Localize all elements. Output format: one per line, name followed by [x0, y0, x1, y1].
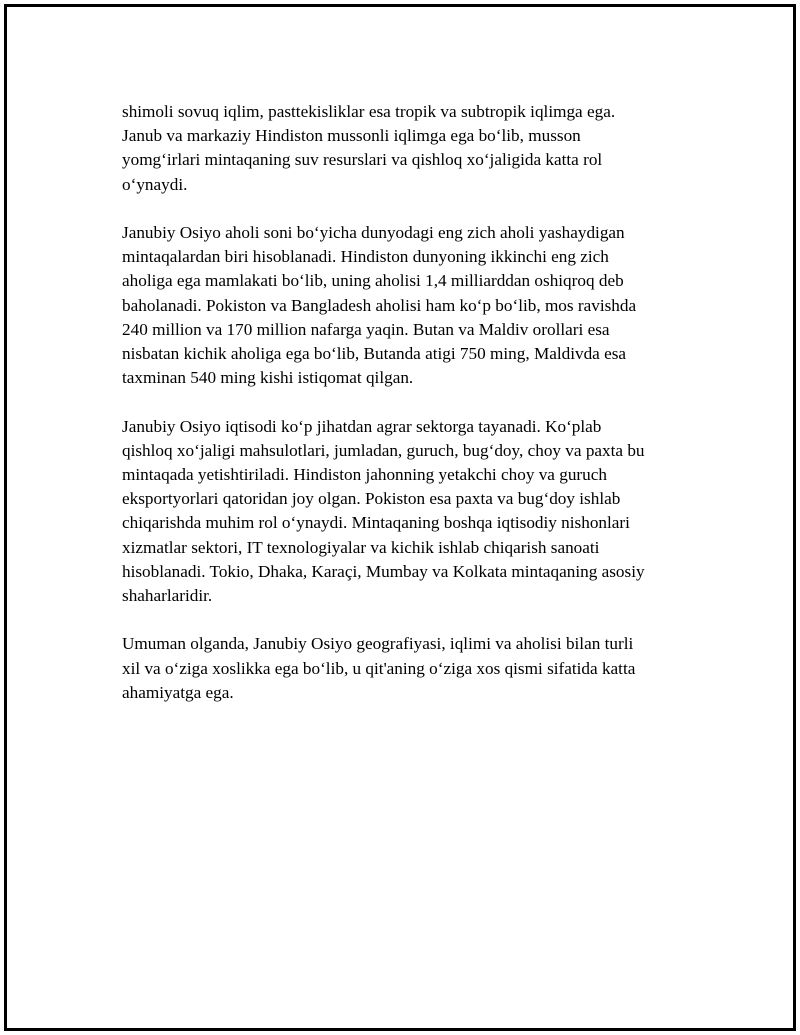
text-line: Umuman olganda, Janubiy Osiyo geografiyasi, iqlimi va aholisi bilan turli [122, 634, 634, 654]
paragraph-climate [122, 100, 697, 197]
text-line: Janubiy Osiyo iqtisodi ko‘p jihatdan agrar sektorga tayanadi. Ko‘plab [122, 416, 602, 436]
text-line: 240 million va 170 million nafarga yaqin. Butan va Maldiv orollari esa [122, 319, 610, 339]
text-line: o‘ynaydi. [122, 174, 188, 194]
page-frame [4, 4, 796, 1031]
text-line: ahamiyatga ega. [122, 682, 234, 702]
text-line: mintaqalardan biri hisoblanadi. Hindiston dunyoning ikkinchi eng zich [122, 247, 609, 267]
text-line: hisoblanadi. Tokio, Dhaka, Karaçi, Mumbay va Kolkata mintaqaning asosiy [122, 561, 645, 581]
text-line: taxminan 540 ming kishi istiqomat qilgan. [122, 368, 414, 388]
paragraph-conclusion [122, 632, 697, 705]
text-line: Janub va markaziy Hindiston mussonli iqlimga ega bo‘lib, musson [122, 126, 581, 146]
text-line: mintaqada yetishtiriladi. Hindiston jahonning yetakchi choy va guruch [122, 465, 607, 485]
text-line: shaharlaridir. [122, 586, 213, 606]
paragraph-economy [122, 415, 697, 609]
text-line: nisbatan kichik aholiga ega bo‘lib, Butanda atigi 750 ming, Maldivda esa [122, 344, 627, 364]
text-line: aholiga ega mamlakati bo‘lib, uning aholisi 1,4 milliarddan oshiqroq deb [122, 271, 624, 291]
text-line: xizmatlar sektori, IT texnologiyalar va kichik ishlab chiqarish sanoati [122, 537, 600, 557]
text-line: yomg‘irlari mintaqaning suv resurslari va qishloq xo‘jaligida katta rol [122, 150, 603, 170]
text-line: shimoli sovuq iqlim, pasttekisliklar esa tropik va subtropik iqlimga ega. [122, 102, 616, 121]
paragraph-population [122, 221, 697, 390]
text-line: eksportyorlari qatoridan joy olgan. Pokiston esa paxta va bug‘doy ishlab [122, 489, 621, 509]
text-line: baholanadi. Pokiston va Bangladesh aholisi ham ko‘p bo‘lib, mos ravishda [122, 295, 637, 315]
text-line: qishloq xo‘jaligi mahsulotlari, jumladan, guruch, bug‘doy, choy va paxta bu [122, 440, 645, 460]
text-line: Janubiy Osiyo aholi soni bo‘yicha dunyodagi eng zich aholi yashaydigan [122, 223, 625, 242]
text-line: chiqarishda muhim rol o‘ynaydi. Mintaqaning boshqa iqtisodiy nishonlari [122, 513, 630, 533]
text-line: xil va o‘ziga xoslikka ega bo‘lib, u qit'aning o‘ziga xos qismi sifatida katta [122, 658, 636, 678]
document-body [122, 100, 697, 729]
